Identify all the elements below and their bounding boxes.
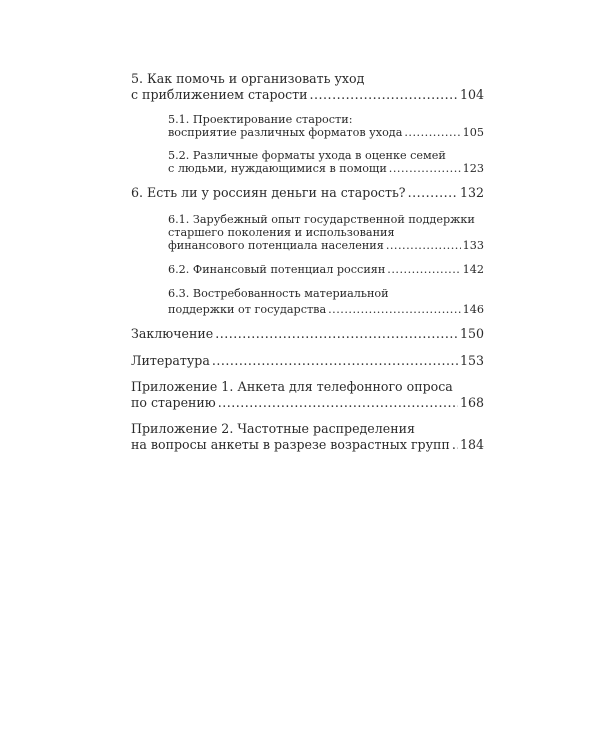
- toc-page-number: 133: [462, 239, 484, 252]
- toc-page-number: 146: [462, 303, 484, 316]
- toc-entry-title-line: поддержки от государства: [168, 303, 327, 316]
- toc-entry-section-6-1[interactable]: [131, 213, 484, 252]
- toc-entry-title-line: восприятие различных форматов ухода: [168, 126, 403, 139]
- toc-entry-title-line: Приложение 2. Частотные распределения: [131, 421, 415, 436]
- toc-entry-section-6-2[interactable]: [131, 263, 484, 276]
- toc-page-number: 123: [462, 162, 484, 175]
- toc-page-number: 105: [462, 126, 484, 139]
- table-of-contents: [131, 71, 484, 453]
- toc-entry-section-5-1[interactable]: [131, 113, 484, 139]
- toc-entry-title-line: 6. Есть ли у россиян деньги на старость?: [131, 185, 406, 200]
- toc-page-number: 184: [459, 437, 484, 452]
- toc-entry-title-line: с приближением старости: [131, 87, 308, 102]
- toc-entry-title-line: 5.2. Различные форматы ухода в оценке семей: [168, 149, 446, 162]
- dot-leader: [212, 353, 458, 369]
- toc-entry-conclusion[interactable]: [131, 326, 484, 342]
- toc-entry-title-line: Приложение 1. Анкета для телефонного опроса: [131, 379, 453, 394]
- dot-leader: [387, 263, 460, 276]
- toc-entry-title-line: Литература: [131, 353, 210, 368]
- toc-entry-title-line: 6.2. Финансовый потенциал россиян: [168, 263, 386, 276]
- toc-entry-title-line: с людьми, нуждающимися в помощи: [168, 162, 387, 175]
- dot-leader: [408, 185, 458, 201]
- toc-entry-title-line: финансового потенциала населения: [168, 239, 384, 252]
- toc-entry-appendix-1[interactable]: [131, 379, 484, 411]
- toc-page-number: 150: [459, 326, 484, 341]
- toc-entry-section-6-3[interactable]: [131, 287, 484, 316]
- toc-entry-appendix-2[interactable]: [131, 421, 484, 453]
- dot-leader: [328, 303, 461, 316]
- toc-entry-title-line: 5.1. Проектирование старости:: [168, 113, 353, 126]
- dot-leader: [386, 239, 461, 252]
- toc-entry-chapter-5[interactable]: [131, 71, 484, 103]
- dot-leader: [389, 162, 461, 175]
- dot-leader: [218, 395, 458, 411]
- toc-page-number: 104: [459, 87, 484, 102]
- toc-entry-title-line: Заключение: [131, 326, 214, 341]
- toc-entry-chapter-6[interactable]: [131, 185, 484, 201]
- toc-entry-title-line: 6.3. Востребованность материальной: [168, 287, 389, 300]
- toc-entry-title-line: 5. Как помочь и организовать уход: [131, 71, 365, 86]
- toc-page-number: 132: [459, 185, 484, 200]
- toc-page-number: 168: [459, 395, 484, 410]
- toc-page-number: 153: [459, 353, 484, 368]
- dot-leader: [404, 126, 460, 139]
- dot-leader: [215, 326, 458, 342]
- toc-page-number: 142: [462, 263, 484, 276]
- toc-entry-section-5-2[interactable]: [131, 149, 484, 175]
- toc-entry-literature[interactable]: [131, 353, 484, 369]
- dot-leader: [310, 87, 458, 103]
- toc-entry-title-line: 6.1. Зарубежный опыт государственной поддержки: [168, 213, 475, 226]
- toc-entry-title-line: по старению: [131, 395, 216, 410]
- dot-leader: [452, 437, 458, 453]
- toc-entry-title-line: старшего поколения и использования: [168, 226, 395, 239]
- toc-entry-title-line: на вопросы анкеты в разрезе возрастных групп: [131, 437, 450, 452]
